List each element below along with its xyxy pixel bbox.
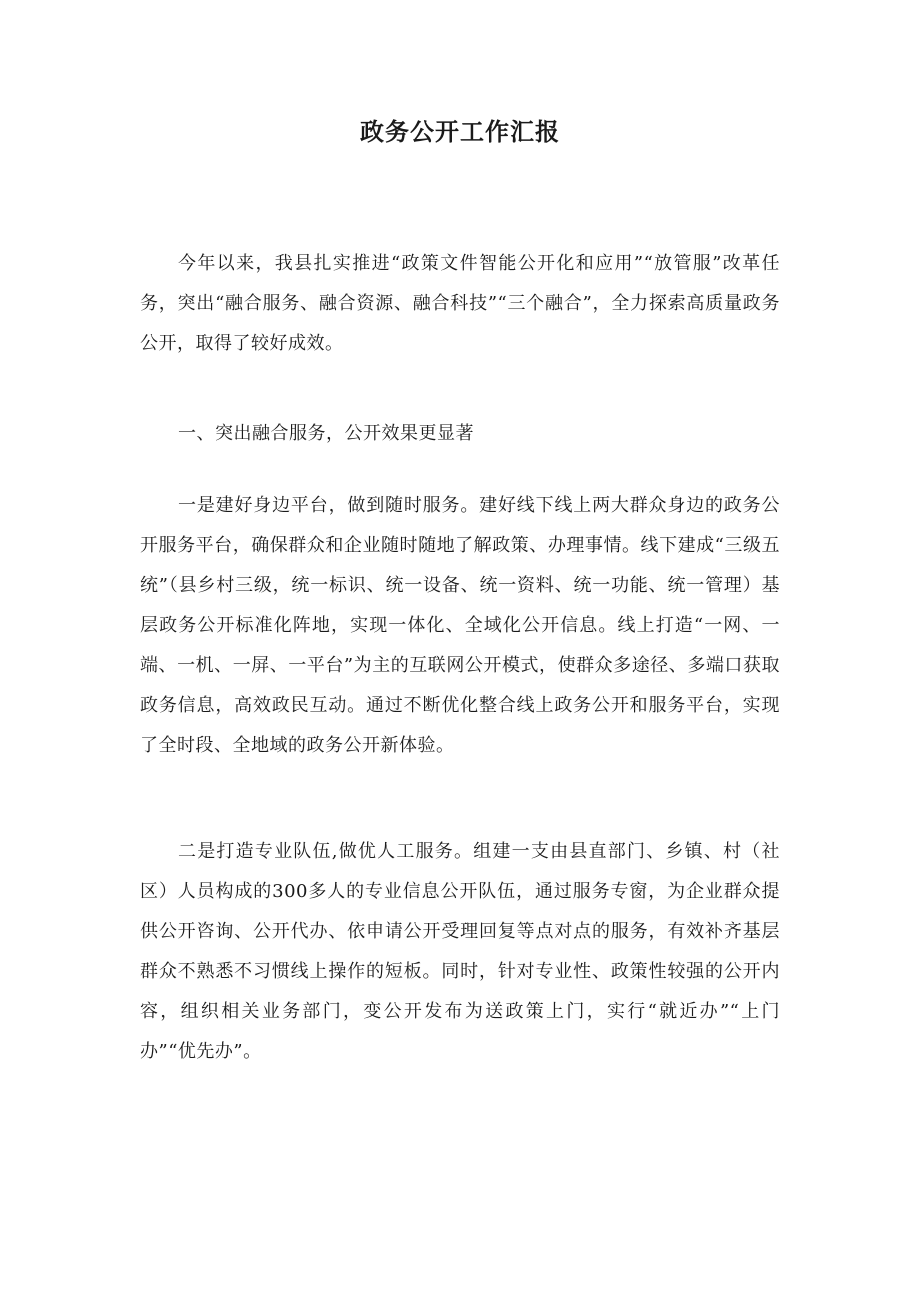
- body-paragraph-team: 二是打造专业队伍,做优人工服务。组建一支由县直部门、乡镇、村（社区）人员构成的300多人的专业信息公开队伍，通过服务专窗，为企业群众提供公开咨询、公开代办、依申请公开受理回复等点对点的服务，有效补齐基层群众不熟悉不习惯线上操作的短板。同时，针对专业性、政策性较强的公开内容，组织相关业务部门，变公开发布为送政策上门，实行“就近办”“上门办”“优先办”。: [140, 841, 780, 1062]
- intro-paragraph: 今年以来，我县扎实推进“政策文件智能公开化和应用”“放管服”改革任务，突出“融合服务、融合资源、融合科技”“三个融合”，全力探索高质量政务公开，取得了较好成效。: [140, 253, 780, 354]
- body-paragraph-platform: 一是建好身边平台，做到随时服务。建好线下线上两大群众身边的政务公开服务平台，确保群众和企业随时随地了解政策、办理事情。线下建成“三级五统”（县乡村三级，统一标识、统一设备、统一资料、统一功能、统一管理）基层政务公开标准化阵地，实现一体化、全域化公开信息。线上打造“一网、一端、一机、一屏、一平台”为主的互联网公开模式，使群众多途径、多端口获取政务信息，高效政民互动。通过不断优化整合线上政务公开和服务平台，实现了全时段、全地域的政务公开新体验。: [140, 495, 780, 756]
- section-heading: 一、突出融合服务，公开效果更显著: [178, 423, 474, 444]
- page-title: 政务公开工作汇报: [360, 118, 560, 146]
